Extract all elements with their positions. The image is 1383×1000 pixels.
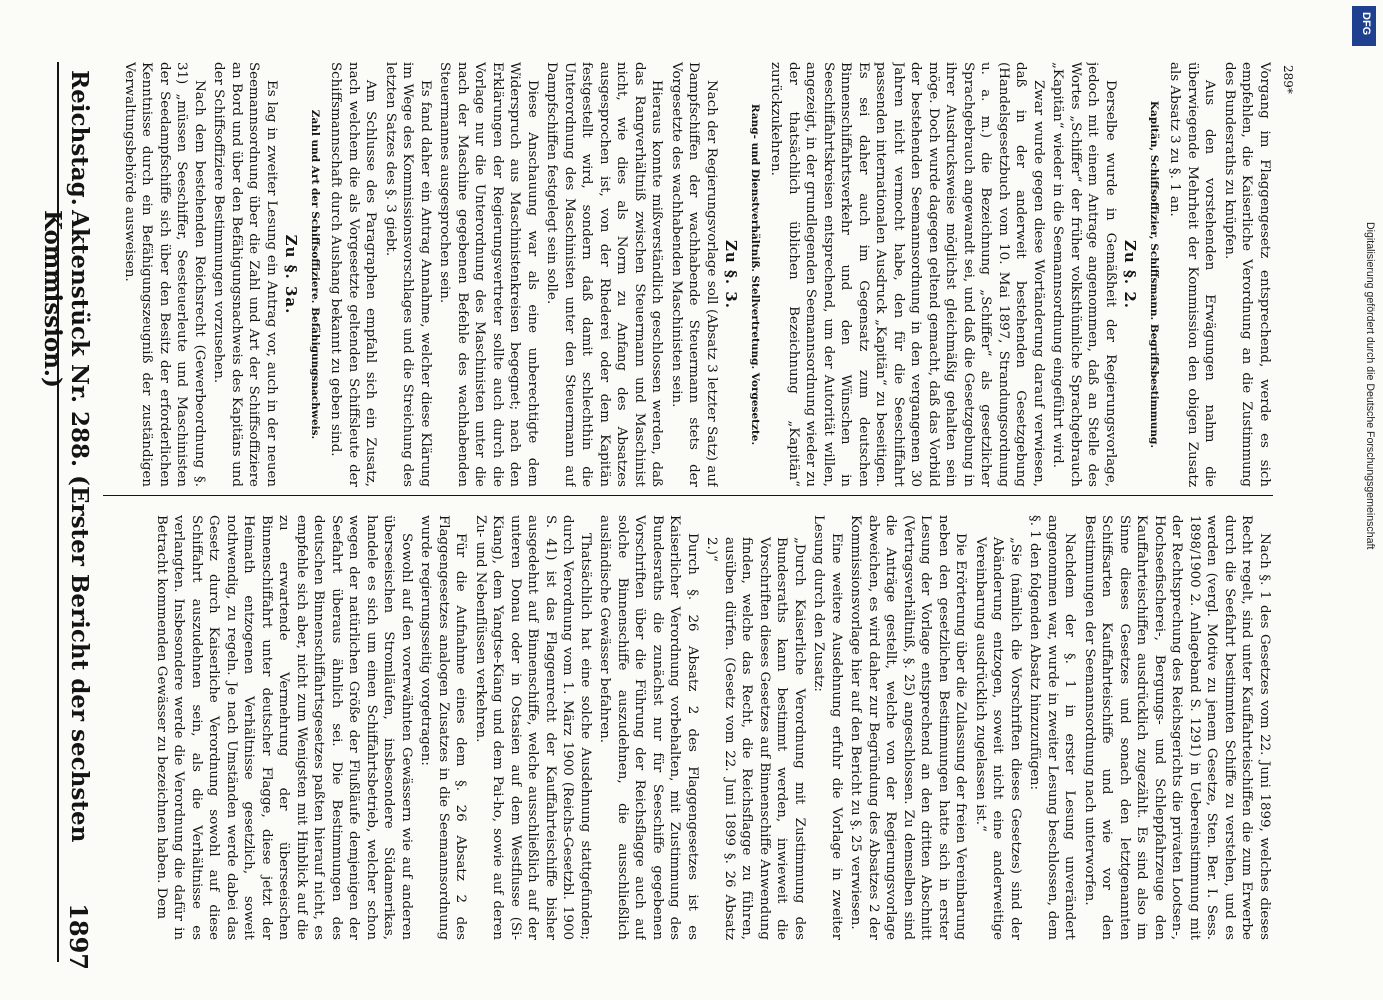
header-year: 1897 [64,903,93,970]
header-title: Aktenstück Nr. 288. (Erster Bericht der sechsten Kommission.) [39,210,93,843]
section-subheading: Kapitän, Schiffsoffizier, Schiffsmann. Begriffsbestimmung. [1148,100,1160,449]
paragraph: Durch §. 26 Absatz 2 des Flaggengesetzes ist es Kaiserlicher Verordnung vorbehalten, mit Zustimmung des Bundesraths die zunächst nur für Seeschiffe gegebenen Vorschriften über die Führung der Reichsflagge auch auf solche Binnenschiffe auszudehnen, die ausschließlich ausländische Gewässer befahren. [597,515,700,940]
quotation: „Durch Kaiserliche Verordnung mit Zustimmung des Bundesraths kann bestimmt werden, inwieweit die Vorschriften dieses Gesetzes auf Binnenschiffe Anwendung finden, welche das Recht, die Reichsflagge zu führen, ausüben dürfen. (Gesetz vom 22. Juni 1899 §. 26 Absatz 2.)“ [704,537,807,940]
paragraph: Sowohl auf den vorerwähnten Gewässern wie auf anderen überseeischen Stromläufen, insbesondere Südamerikas, handele es sich um einen Schiffahrtsbetrieb, welcher schon wegen der natürlichen Größe der Flußläufe demjenigen der Seefahrt überaus ähnlich sei. Die Bestimmungen des deutschen Binnenschiffahrtsgesetzes paßten hierauf nicht, es empfehle sich aber, nicht zum Wenigsten mit Hinblick auf die zu erwartende Vermehrung der überseeischen Binnenschiffahrt unter deutscher Flagge, diese jetzt der Heimath entzogenen Verhältnisse gesetzlich, soweit nothwendig, zu regeln. Je nach Umständen werde dabei das Gesetz durch Kaiserliche Verordnung sowohl auf diese Schiffahrt auszudehnen sein, als die Verhältnisse es verlangten. Insbesondere werde die Verordnung die dafür in Betracht kommenden Gewässer zu bezeichnen haben. Dem [154,515,414,940]
paragraph: Diese Anschauung war als eine unberechtigte dem Widerspruch aus Maschinistenkreisen begegnet; nach den Erklärungen der Regierungsvertreter sollte auch durch die Vorlage nur die Unterordnung des Maschinisten unter die nach der Maschine gegebenen Befehle des wachhabenden Steuermannes ausgesprochen sein. [437,62,540,487]
paragraph: Eine weitere Ausdehnung erfuhr die Vorlage in zweiter Lesung durch den Zusatz: [811,515,844,940]
digitization-credit [1352,222,1382,912]
column-divider [103,495,1273,496]
section-heading: Zu §. 2. [1121,239,1140,310]
paragraph: Am Schlusse des Paragraphen empfahl sich ein Zusatz, nach welchem die als Vorgesetzte geltenden Schiffsleute der Schiffsmannschaft durch Aushang bekannt zu geben sind. [328,62,379,487]
paragraph: Nach dem bestehenden Reichsrecht (Gewerbeordnung §. 31) „müssen Seeschiffer, Seesteuerleute und Maschinisten der Seedampfschiffe sich über den Besitz der erforderlichen Kenntnisse durch ein Befähigungszeugniß der zuständigen Verwaltungsbehörde ausweisen. [122,62,207,487]
dfg-logo [1352,6,1376,46]
quotation: „Sie (nämlich die Vorschriften dieses Gesetzes) sind der Abänderung entzogen, soweit nicht eine anderweitige Vereinbarung ausdrücklich zugelassen ist.“ [973,537,1023,940]
paragraph: Es lag in zweiter Lesung ein Antrag vor, auch in der neuen Seemannsordnung über die Zahl und Art der Schiffsoffiziere an Bord und über den Befähigungsnachweis des Kapitäns und der Schiffsoffiziere Bestimmungen vorzusehen. [211,62,279,487]
paragraph: Für die Aufnahme eines dem §. 26 Absatz 2 des Flaggengesetzes analogen Zusatzes in die Seemannsordnung wurde regierungsseitig vorgetragen: [418,515,469,940]
paragraph: Thatsächlich hat eine solche Ausdehnung stattgefunden; durch Verordnung vom 1. März 1900 (Reichs-Gesetzbl. 1900 S. 41) ist das Flaggenrecht der Kauffahrteischiffe bisher ausgedehnt auf Binnenschiffe, welche ausschließlich auf der unteren Donau oder in Ostasien auf dem Westflusse (Si-Kiang), dem Yangtse-Kiang und dem Pai-ho, sowie auf deren Zu- und Nebenflüssen verkehren. [473,515,593,940]
paragraph: Zwar wurde gegen diese Wortänderung darauf verwiesen, daß in der anderweit bestehenden Gesetzgebung (Handelsgesetzbuch vom 10. Mai 1897, Strandungsordnung u. a. m.) die Bezeichnung „Schiffer“ als gesetzlicher Sprachgebrauch angewandt sei, und daß die Gesetzgebung in ihrer Ausdrucksweise möglichst gleichmäßig gehalten sein möge. Doch wurde dagegen geltend gemacht, daß das Vorbild der bestehenden Seemannsordnung in den vergangenen 30 Jahren nicht vermocht habe, den für die Seeschiffahrt passenden internationalen Ausdruck „Kapitän“ zu beseitigen. Es sei daher auch im Gegensatz zum deutschen Binnenschiffahrtsverkehr und den Wünschen in Seeschiffahrtskreisen entsprechend, um der Autorität willen, angezeigt, in der grundlegenden Seemannsordnung wieder zu der thatsächlich üblichen Bezeichnung „Kapitän“ zurückzukehren. [768,62,1046,487]
page-number: 289* [1281,65,1295,94]
paragraph: Nach der Regierungsvorlage soll (Absatz 3 letzter Satz) auf Dampfschiffen der wachhabende Steuermann stets der Vorgesetzte des wachhabenden Maschinisten sein. [669,62,719,487]
paragraph: Aus den vorstehenden Erwägungen nahm die überwiegende Mehrheit der Kommission den obigen Zusatz als Absatz 3 zu §. 1 an. [1167,62,1218,487]
paragraph: Nachdem der §. 1 in erster Lesung unverändert angenommen war, wurde in zweiter Lesung beschlossen, dem §. 1 den folgenden Absatz hinzuzufügen: [1027,515,1078,940]
section-heading: Zu §. 3. [722,239,741,310]
paragraph: Vorgang im Flaggengesetz entsprechend, werde es sich empfehlen, die Kaiserliche Verordnung an die Zustimmung des Bundesraths zu knüpfen. [1222,62,1272,487]
section-subheading: Rang- und Dienstverhältniß. Stellvertretung. Vorgesetzte. [749,103,761,446]
paragraph: Hieraus konnte mißverständlich geschlossen werden, daß das Rangverhältniß zwischen Steuermann und Maschinist nicht, wie dies als Norm zu Anfang des Absatzes ausgesprochen ist, von der Rhederei oder dem Kapitän festgestellt wird, sondern daß damit schlechthin die Unterordnung des Maschinisten unter den Steuermann auf Dampfschiffen festgelegt sein solle. [544,62,665,487]
paragraph: Nach §. 1 des Gesetzes vom 22. Juni 1899, welches dieses Recht regelt, sind unter Kauffahrteischiffen die zum Erwerbe durch die Seefahrt bestimmten Schiffe zu verstehen, und es werden (vergl. Motive zu jenem Gesetze, Sten. Ber. I. Sess. 1898/1900 2. Anlageband S. 1291) in Uebereinstimmung mit der Rechtsprechung des Reichsgerichts die privaten Lootsen-, Hochseefischerei-, Bergungs- und Schleppfahrzeuge den Kauffahrteischiffen ausdrücklich zugezählt. Es sind also im Sinne dieses Gesetzes und sonach den letztgenannten Schiffsarten Kauffahrteischiffe und wie vor den Bestimmungen der Seemannsordnung nach unterworfen. [1082,515,1272,940]
paragraph: Derselbe wurde in Gemäßheit der Regierungsvorlage, jedoch mit einem Antrage angenommen, daß an Stelle des Wortes „Schiffer“ der früher volksthümliche Sprachgebrauch „Kapitän“ wieder in die Seemannsordnung eingeführt wird. [1050,62,1118,487]
header-left: Reichstag. [66,70,93,206]
running-header [39,70,93,970]
header-rule [57,62,59,962]
dfg-logo-text: DFG [1360,12,1372,36]
section-heading: Zu §. 3a. [282,234,301,315]
text-column-left [107,515,1273,940]
paragraph: Es fand daher ein Antrag Annahme, welcher diese Klärung im Wege des Kommissionsvorschlages und die Streichung des letzten Satzes des §. 3 giebt. [383,62,433,487]
digitization-credit-text: Digitalisierung gefördert durch die Deutsche Forschungsgemeinschaft [1364,222,1376,550]
paragraph: Die Erörterung über die Zulassung der freien Vereinbarung neben den gesetzlichen Bestimmungen hatte sich in erster Lesung der Vorlage entsprechend an den dritten Abschnitt (Vertragsverhältniß, §. 25) angeschlossen. Zu demselben sind die Anträge gestellt, welche von der Regierungsvorlage abweichen, es wird daher zur Begründung des Absatzes 2 der Kommissionsvorlage hier auf den Bericht zu §. 25 verwiesen. [848,515,969,940]
section-subheading: Zahl und Art der Schiffsoffiziere. Befähigungsnachweis. [309,109,321,440]
text-column-right [107,62,1273,487]
